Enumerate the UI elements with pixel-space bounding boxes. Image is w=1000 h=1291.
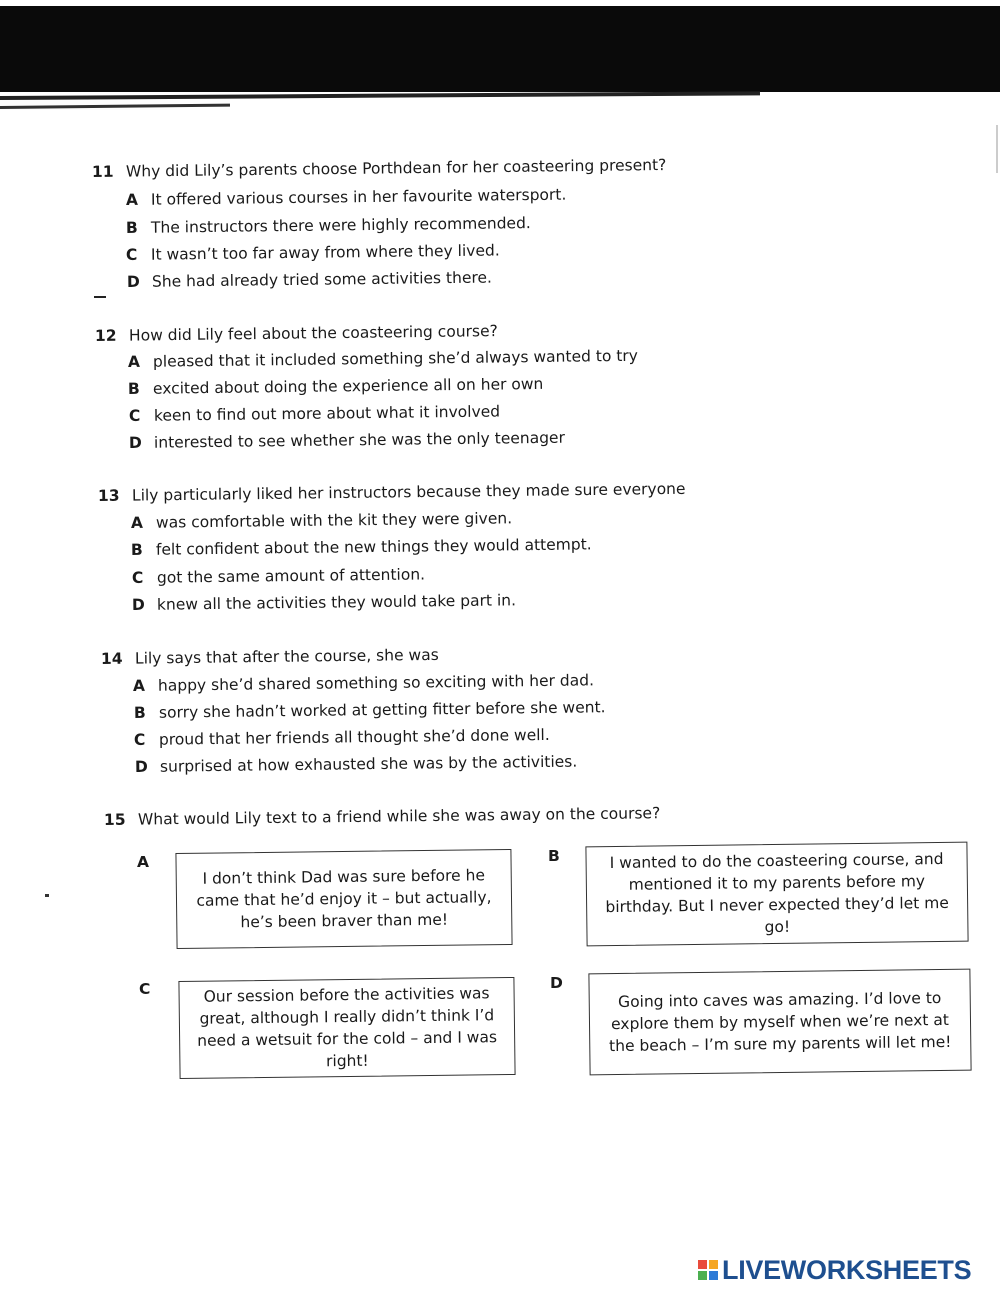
option-text: felt confident about the new things they would attempt.: [155, 535, 592, 559]
option-letter: B: [133, 703, 146, 722]
question-13: [98, 480, 686, 505]
question-number: 11: [91, 162, 114, 181]
option-14-b[interactable]: [134, 698, 606, 722]
option-letter: C: [133, 730, 146, 749]
option-text: keen to find out more about what it involved: [153, 402, 501, 425]
option-letter: C: [128, 406, 141, 425]
logo-square: [709, 1260, 718, 1269]
option-letter: D: [128, 433, 142, 452]
option-13-b[interactable]: [131, 535, 592, 559]
option-11-b[interactable]: [126, 214, 531, 237]
option-letter: D: [126, 272, 140, 291]
box-letter-b: B: [548, 847, 560, 865]
option-letter: A: [130, 513, 144, 532]
option-text: It offered various courses in her favourite watersport.: [150, 185, 567, 209]
option-letter: B: [127, 379, 140, 398]
option-11-c[interactable]: [126, 241, 500, 264]
option-13-a[interactable]: [131, 509, 512, 532]
option-letter: B: [130, 540, 143, 559]
option-text: excited about doing the experience all on her own: [152, 374, 544, 398]
option-letter: D: [131, 595, 145, 614]
option-12-d[interactable]: [129, 429, 565, 452]
answer-box-text: Our session before the activities was great, although I really didn’t think I’d need a wetsuit for the cold – and I was right!: [197, 984, 498, 1071]
answer-box-a[interactable]: [175, 849, 512, 949]
liveworksheets-logo: [698, 1254, 971, 1286]
question-12: [95, 322, 498, 345]
scan-artifact-line: [0, 104, 230, 109]
option-text: was comfortable with the kit they were given.: [155, 509, 513, 532]
answer-box-text: I don’t think Dad was sure before he came that he’d enjoy it – but actually, he’s been braver than me!: [196, 866, 492, 932]
logo-grid-icon: [698, 1260, 718, 1280]
logo-text: LIVEWORKSHEETS: [722, 1254, 972, 1285]
scan-artifact-line: [0, 91, 760, 100]
question-number: 14: [100, 649, 123, 668]
question-15: [104, 804, 660, 829]
option-text: pleased that it included something she’d always wanted to try: [152, 346, 639, 371]
answer-box-d[interactable]: [588, 969, 971, 1076]
redacted-header-bar: [0, 6, 1000, 92]
option-14-c[interactable]: [134, 726, 550, 749]
question-text: How did Lily feel about the coasteering course?: [128, 322, 498, 345]
option-text: proud that her friends all thought she’d done well.: [158, 725, 550, 749]
option-text: interested to see whether she was the only teenager: [153, 428, 566, 452]
option-letter: A: [125, 190, 139, 209]
option-text: It wasn’t too far away from where they lived.: [150, 241, 500, 264]
answer-box-text: I wanted to do the coasteering course, and mentioned it to my parents before my birthday. But I never expected they’d let me go!: [605, 849, 949, 937]
option-11-a[interactable]: [126, 186, 567, 209]
option-13-c[interactable]: [132, 565, 425, 587]
option-14-d[interactable]: [135, 753, 577, 776]
question-14: [101, 646, 439, 668]
option-14-a[interactable]: [133, 671, 594, 695]
option-text: surprised at how exhausted she was by the activities.: [159, 752, 578, 776]
scan-artifact-mark: [996, 125, 998, 173]
option-13-d[interactable]: [132, 591, 516, 614]
option-letter: C: [131, 568, 144, 587]
question-text: Lily says that after the course, she was: [134, 645, 439, 668]
box-letter-a: A: [137, 853, 149, 871]
question-text: Lily particularly liked her instructors because they made sure everyone: [131, 479, 686, 505]
option-letter: D: [134, 757, 148, 776]
question-11: [92, 156, 667, 181]
answer-box-c[interactable]: [178, 977, 515, 1079]
option-12-c[interactable]: [129, 402, 500, 425]
option-12-a[interactable]: [128, 347, 638, 371]
question-number: 12: [94, 326, 117, 345]
option-letter: C: [125, 245, 138, 264]
option-letter: A: [127, 352, 141, 371]
option-11-d[interactable]: [127, 269, 492, 291]
question-text: Why did Lily’s parents choose Porthdean for her coasteering present?: [125, 155, 667, 181]
logo-square: [698, 1271, 707, 1280]
option-text: sorry she hadn’t worked at getting fitter before she went.: [158, 698, 606, 722]
option-letter: B: [125, 218, 138, 237]
option-letter: A: [132, 676, 146, 695]
option-text: knew all the activities they would take part in.: [156, 591, 517, 614]
box-letter-c: C: [139, 980, 151, 998]
option-text: She had already tried some activities there.: [151, 268, 493, 291]
scan-artifact-dot: [45, 894, 49, 897]
scan-artifact-dash: [94, 296, 106, 298]
answer-box-b[interactable]: [585, 842, 968, 947]
logo-square: [709, 1271, 718, 1280]
question-number: 15: [103, 810, 126, 829]
question-number: 13: [97, 486, 120, 505]
option-text: got the same amount of attention.: [156, 565, 426, 587]
option-text: The instructors there were highly recommended.: [150, 214, 531, 237]
logo-square: [698, 1260, 707, 1269]
box-letter-d: D: [550, 974, 563, 992]
option-12-b[interactable]: [128, 375, 544, 398]
question-text: What would Lily text to a friend while she was away on the course?: [137, 804, 661, 829]
option-text: happy she’d shared something so exciting with her dad.: [157, 671, 595, 695]
answer-box-text: Going into caves was amazing. I’d love to explore them by myself when we’re next at the beach – I’m sure my parents will let me!: [608, 989, 952, 1056]
